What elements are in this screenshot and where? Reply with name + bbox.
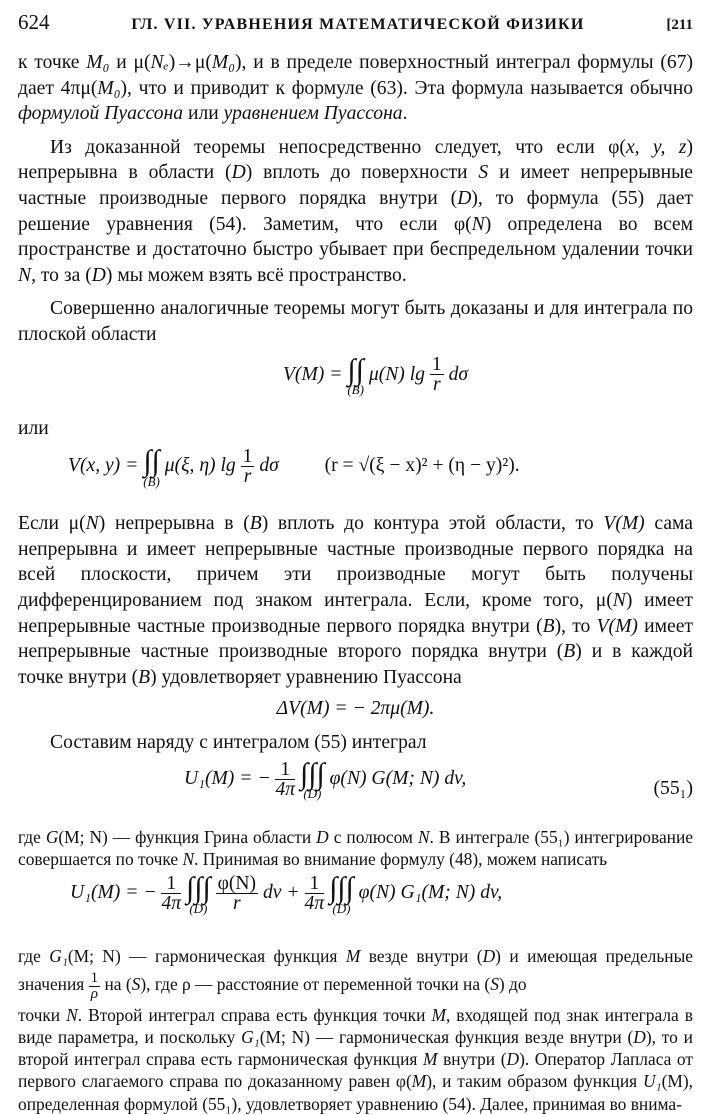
double-integral: ∫∫ (B) (347, 353, 364, 398)
formula-xy-integral: V(x, y) = ∫∫ (B) μ(ξ, η) lg $\frac{1}{r}$ dσ (r = √(ξ − x)² + (η − y)²). (68, 444, 520, 489)
triple-integral: ∫∫∫ (D) (300, 757, 325, 802)
paragraph-3: Совершенно аналогичные теоремы могут быть доказаны и для интеграла по плоской области (18, 298, 693, 345)
page-number: 624 (18, 10, 50, 34)
page-header (18, 10, 693, 44)
poisson-equation: ΔV(M) = − 2πμ(M). (276, 698, 435, 720)
triple-integral: ∫∫∫ (D) (186, 871, 211, 916)
double-integral: ∫∫ (B) (143, 444, 160, 489)
fraction-one-over-4pi: $\frac{1}{4\pi}$ (275, 758, 296, 800)
paragraph-2: Из доказанной теоремы непосредственно следует, что если φ(x, y, z) непрерывна в области (D) вплоть до поверхности S и имеет непрерывные частные производные первого порядка внутри (D), то формула (55) дает решение уравнения (54). Заметим, что если φ(N) определена во всем пространстве и достаточно быстро убывает при беспредельном удалении точки N, то за (D) мы можем взять всё пространство. (18, 136, 694, 286)
fraction-one-over-rho: $\frac{1}{\rho}$ (90, 969, 99, 1002)
paragraph-6: где G(M; N) — функция Грина области D с полюсом N. В интеграле (55₁) интегрирование совершается по точке N. Принимая во внимание формулу (48), можем написать (18, 826, 693, 870)
paragraph-8: точки N. Второй интеграл справа есть функция точки M, входящей под знак интеграла в виде параметра, и поскольку G₁(M; N) — гармоническая функция везде внутри (D), то и второй интеграл справа есть гармоническая функция M внутри (D). Оператор Лапласа от первого слагаемого справа по доказанному равен φ(M), и таким образом функция U₁(M), определенная формулой (55₁), удовлетворяет уравнению (54). Далее, принимая во внима- (18, 1004, 693, 1114)
paragraph-5: Составим наряду с интегралом (55) интеграл (50, 732, 427, 754)
triple-integral: ∫∫∫ (D) (329, 871, 354, 916)
equation-number: (55₁) (653, 777, 693, 799)
fraction-one-over-r: $\frac{1}{r}$ (242, 445, 253, 487)
paragraph-1: к точке M₀ и μ(Nₑ)→μ(M₀), и в пределе поверхностный интеграл формулы (67) дает 4πμ(M₀), что и приводит к формуле (63). Эта формула называется обычно формулой Пуассона или уравнением Пуассона. (18, 52, 694, 125)
paragraph-4: Если μ(N) непрерывна в (B) вплоть до контура этой области, то V(M) сама непрерывна и имеет непрерывные частные производные первого порядка на всей плоскости, причем эти производные могут быть получены дифференцированием под знаком интеграла. Если, кроме того, μ(N) имеет непрерывные частные производные первого порядка внутри (B), то V(M) имеет непрерывные частные производные второго порядка внутри (B) и в каждой точке внутри (B) удовлетворяет уравнению Пуассона (18, 513, 694, 688)
formula-plane-integral: V(M) = ∫∫ (B) μ(N) lg $\frac{1}{r}$ dσ (282, 353, 469, 398)
fraction-one-over-r: $\frac{1}{r}$ (431, 354, 442, 396)
r-definition: (r = √(ξ − x)² + (η − y)²). (324, 454, 520, 476)
formula-55-1: U₁(M) = − $\frac{1}{4\pi}$ ∫∫∫ (D) φ(N) G(M; N) dv, (55₁) (184, 757, 693, 802)
paragraph-7: где G₁(M; N) — гармоническая функция M везде внутри (D) и имеющая предельные значения $\frac{1}{\rho}$ на (S), где ρ — расстояние от переменной точки на (S) до (18, 946, 694, 1002)
running-title: ГЛ. VII. УРАВНЕНИЯ МАТЕМАТИЧЕСКОЙ ФИЗИКИ (131, 16, 585, 33)
section-number: [211 (666, 17, 693, 33)
or-word: или (18, 417, 49, 439)
formula-u1-expansion: U₁(M) = − $\frac{1}{4\pi}$ ∫∫∫ (D) $\frac{\varphi(N)}{r}$ dv + $\frac{1}{4\pi}$ ∫∫∫ (D) φ(N) G₁(M; N) dv, (70, 871, 503, 916)
